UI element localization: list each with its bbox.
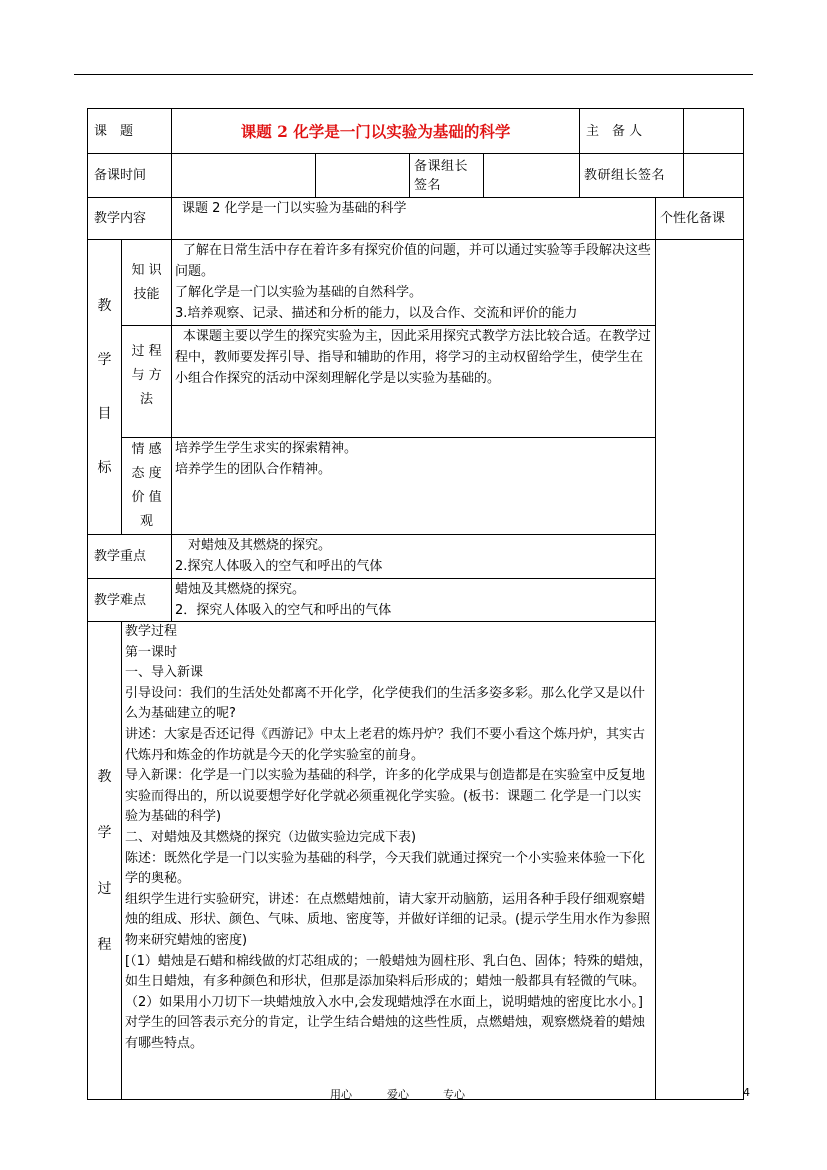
page-number: 4 (743, 1086, 750, 1099)
lesson-title: 课题 2 化学是一门以实验为基础的科学 (172, 109, 580, 154)
footer-motto-3: 专心 (443, 1088, 465, 1101)
group-leader-label: 备课组长签名 (410, 154, 484, 198)
process-content: 教学过程 第一课时 一、导入新课 引导设问：我们的生活处处都离不开化学，化学使我们的生活多姿多彩。那么化学又是以什么为基础建立的呢? 讲述：大家是否还记得《西游记》中太上老君的炼丹炉？我们不要小看这个炼丹炉，其实古代炼丹和炼金的作坊就是今天的化学实验室的前身。 导入新课：化学是一门以实验为基础的科学，许多的化学成果与创造都是在实验室中反复地实验而得出的，所以说要想学好化学就必须重视化学实验。(板书：课题二 化学是一门以实验为基础的科学) 二、对蜡烛及其燃烧的探究（边做实验边完成下表) 陈述：既然化学是一门以实验为基础的科学，今天我们就通过探究一个小实验来体验一下化学的奥秘。 组织学生进行实验研究，讲述：在点燃蜡烛前，请大家开动脑筋，运用各种手段仔细观察蜡烛的组成、形状、颜色、气味、质地、密度等，并做好详细的记录。(提示学生用水作为参照物来研究蜡烛的密度) [（1）蜡烛是石蜡和棉线做的灯芯组成的；一般蜡烛为圆柱形、乳白色、固体；特殊的蜡烛，如生日蜡烛，有多种颜色和形状，但那是添加染料后形成的；蜡烛一般都具有轻微的气味。（2）如果用小刀切下一块蜡烛放入水中,会发现蜡烛浮在水面上，说明蜡烛的密度比水小。] 对学生的回答表示充分的肯定，让学生结合蜡烛的这些性质，点燃蜡烛，观察燃烧着的蜡烛有哪些特点。 (122, 622, 656, 1100)
emotion-content: 培养学生学生求实的探索精神。 培养学生的团队合作精神。 (172, 438, 656, 535)
footer-motto-1: 用心 (330, 1088, 352, 1101)
lesson-plan-table (87, 108, 744, 1100)
content-label: 教学内容 (88, 198, 172, 240)
zhubei-value (684, 109, 744, 154)
keti-label: 课 题 (88, 109, 172, 154)
emotion-label: 情 感态 度价 值观 (122, 438, 172, 535)
knowledge-content: 了解在日常生活中存在着许多有探究价值的问题，并可以通过实验等手段解决这些问题。 了解化学是一门以实验为基础的自然科学。 3.培养观察、记录、描述和分析的能力，以及合作、交流和评价的能力 (172, 240, 656, 326)
personal-label: 个性化备课 (656, 198, 744, 240)
difficulty-content: 蜡烛及其燃烧的探究。 2．探究人体吸入的空气和呼出的气体 (172, 579, 656, 622)
personal-column (656, 240, 744, 1100)
group-leader-value (484, 154, 580, 198)
process-main-label: 教 学 过 程 (88, 622, 122, 1100)
time-value-2 (316, 154, 410, 198)
process-goal-text: 本课题主要以学生的探究实验为主，因此采用探究式教学方法比较合适。在教学过程中，教师要发挥引导、指导和辅助的作用，将学习的主动权留给学生，使学生在小组合作探究的活动中深刻理解化学是以实验为基础的。 (172, 326, 656, 438)
difficulty-label: 教学难点 (88, 579, 172, 622)
goals-main-label: 教 学 目 标 (88, 240, 122, 535)
zhubei-label: 主 备 人 (580, 109, 684, 154)
key-point-label: 教学重点 (88, 535, 172, 579)
research-leader-value (684, 154, 744, 198)
footer-motto-2: 爱心 (387, 1088, 409, 1101)
content-text: 课题 2 化学是一门以实验为基础的科学 (172, 198, 656, 240)
time-value (172, 154, 316, 198)
time-label: 备课时间 (88, 154, 172, 198)
key-point-content: 对蜡烛及其燃烧的探究。 2.探究人体吸入的空气和呼出的气体 (172, 535, 656, 579)
knowledge-label: 知 识技能 (122, 240, 172, 326)
research-leader-label: 教研组长签名 (580, 154, 684, 198)
process-goal-label: 过 程与 方法 (122, 326, 172, 438)
header-rule (74, 74, 753, 75)
